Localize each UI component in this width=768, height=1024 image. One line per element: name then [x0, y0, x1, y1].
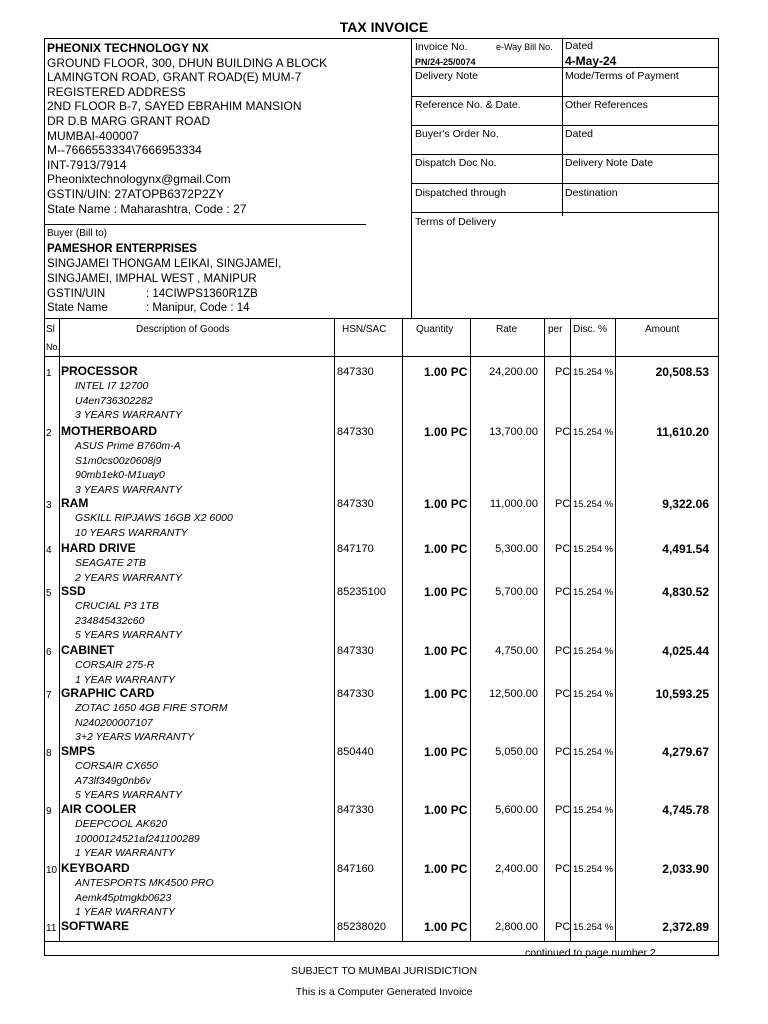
item-detail: Aemk45ptmgkb0623	[75, 891, 172, 904]
delivery-note-label: Delivery Note	[415, 70, 479, 82]
item-detail: N240200007107	[75, 716, 153, 729]
item-rate: 12,500.00	[489, 688, 538, 700]
buyer-name: PAMESHOR ENTERPRISES	[47, 243, 197, 255]
item-sl: 6	[46, 647, 52, 658]
item-amount: 20,508.53	[655, 365, 709, 379]
item-per: PC	[555, 426, 571, 438]
item-detail: 10000124521af241100289	[75, 832, 200, 845]
item-discount: 15.254 %	[573, 367, 614, 378]
col-header-description: Description of Goods	[136, 324, 230, 335]
item-detail: ANTESPORTS MK4500 PRO	[75, 877, 214, 889]
col-header-per: per	[548, 324, 563, 335]
seller-phone: M--7666553334\7666953334	[47, 143, 202, 158]
item-detail: 5 YEARS WARRANTY	[75, 789, 182, 801]
item-discount: 15.254 %	[573, 864, 614, 875]
seller-line: INT-7913/7914	[47, 157, 127, 172]
seller-name: PHEONIX TECHNOLOGY NX	[47, 41, 209, 55]
item-amount: 4,279.67	[662, 745, 709, 759]
item-rate: 2,800.00	[495, 921, 538, 933]
col-header-discount: Disc. %	[573, 324, 607, 335]
item-detail: 90mb1ek0-M1uay0	[75, 469, 165, 481]
buyers-order-label: Buyer's Order No.	[415, 128, 499, 140]
divider	[411, 96, 719, 97]
item-discount: 15.254 %	[573, 427, 614, 438]
item-hsn: 850440	[337, 746, 374, 758]
item-name: RAM	[61, 496, 89, 510]
item-per: PC	[555, 688, 571, 700]
item-amount: 2,372.89	[662, 920, 709, 934]
seller-line: DR D.B MARG GRANT ROAD	[47, 113, 211, 128]
item-discount: 15.254 %	[573, 499, 614, 510]
item-per: PC	[555, 804, 571, 816]
order-dated-label: Dated	[565, 128, 594, 140]
item-detail: 1 YEAR WARRANTY	[75, 906, 175, 918]
item-name: MOTHERBOARD	[61, 424, 157, 438]
item-quantity: 1.00 PC	[424, 542, 468, 556]
buyer-address-line: SINGJAMEI, IMPHAL WEST , MANIPUR	[47, 273, 257, 285]
item-quantity: 1.00 PC	[424, 687, 468, 701]
item-detail: ZOTAC 1650 4GB FIRE STORM	[75, 702, 228, 714]
item-hsn: 847330	[337, 645, 374, 657]
item-hsn: 85238020	[337, 921, 386, 933]
item-rate: 24,200.00	[489, 366, 538, 378]
item-detail: CORSAIR CX650	[75, 760, 158, 772]
buyer-state: : Manipur, Code : 14	[146, 302, 250, 314]
item-name: AIR COOLER	[61, 802, 137, 816]
invoice-title: TAX INVOICE	[339, 19, 429, 35]
item-discount: 15.254 %	[573, 689, 614, 700]
seller-line: GROUND FLOOR, 300, DHUN BUILDING A BLOCK	[47, 55, 328, 70]
dispatch-doc-label: Dispatch Doc No.	[415, 157, 497, 169]
item-amount: 4,745.78	[662, 803, 709, 817]
divider	[411, 183, 719, 184]
item-name: GRAPHIC CARD	[61, 686, 155, 700]
item-rate: 11,000.00	[489, 498, 538, 510]
item-name: SSD	[61, 584, 86, 598]
item-detail: GSKILL RIPJAWS 16GB X2 6000	[75, 512, 233, 524]
item-detail: U4en736302282	[75, 394, 153, 407]
seller-gstin: GSTIN/UIN: 27ATOPB6372P2ZY	[47, 186, 224, 201]
item-detail: A73lf349g0nb6v	[75, 774, 151, 787]
divider	[44, 318, 719, 319]
buyer-label: Buyer (Bill to)	[47, 228, 108, 239]
item-discount: 15.254 %	[573, 922, 614, 933]
item-rate: 5,300.00	[495, 543, 538, 555]
item-sl: 11	[46, 923, 57, 934]
item-amount: 4,491.54	[662, 542, 709, 556]
seller-state: State Name : Maharashtra, Code : 27	[47, 201, 247, 216]
item-detail: CRUCIAL P3 1TB	[75, 600, 159, 612]
item-sl: 10	[46, 865, 58, 876]
item-discount: 15.254 %	[573, 805, 614, 816]
item-detail: CORSAIR 275-R	[75, 659, 155, 671]
invoice-no-label: Invoice No.	[415, 41, 468, 53]
divider	[615, 318, 616, 941]
item-rate: 5,600.00	[495, 804, 538, 816]
item-hsn: 85235100	[337, 586, 386, 598]
item-sl: 2	[46, 428, 52, 439]
item-hsn: 847170	[337, 543, 374, 555]
divider	[470, 318, 471, 941]
item-quantity: 1.00 PC	[424, 745, 468, 759]
item-hsn: 847330	[337, 804, 374, 816]
buyer-gstin: : 14CIWPS1360R1ZB	[146, 288, 258, 300]
col-header-hsn: HSN/SAC	[342, 324, 387, 335]
item-quantity: 1.00 PC	[424, 425, 468, 439]
item-sl: 7	[46, 690, 52, 701]
item-discount: 15.254 %	[573, 587, 614, 598]
other-references-label: Other References	[565, 99, 648, 111]
item-per: PC	[555, 645, 571, 657]
divider	[411, 125, 719, 126]
item-discount: 15.254 %	[573, 646, 614, 657]
item-hsn: 847330	[337, 498, 374, 510]
item-hsn: 847330	[337, 366, 374, 378]
item-per: PC	[555, 498, 571, 510]
item-per: PC	[555, 921, 571, 933]
item-sl: 1	[46, 368, 52, 379]
item-name: SOFTWARE	[61, 919, 129, 933]
item-quantity: 1.00 PC	[424, 803, 468, 817]
col-header-amount: Amount	[645, 324, 680, 335]
divider	[411, 212, 719, 213]
item-rate: 2,400.00	[495, 863, 538, 875]
item-rate: 13,700.00	[489, 426, 538, 438]
divider	[411, 38, 412, 318]
item-detail: 3+2 YEARS WARRANTY	[75, 731, 194, 743]
item-detail: 5 YEARS WARRANTY	[75, 629, 182, 641]
item-detail: 3 YEARS WARRANTY	[75, 483, 182, 496]
item-name: CABINET	[61, 643, 115, 657]
item-name: HARD DRIVE	[61, 541, 136, 555]
item-rate: 4,750.00	[495, 645, 538, 657]
item-detail: 1 YEAR WARRANTY	[75, 673, 175, 686]
item-per: PC	[555, 746, 571, 758]
dispatched-through-label: Dispatched through	[415, 187, 507, 199]
item-discount: 15.254 %	[573, 747, 614, 758]
seller-email: Pheonixtechnologynx@gmail.Com	[47, 172, 231, 187]
invoice-number: PN/24-25/0074	[415, 57, 476, 67]
item-sl: 5	[46, 588, 52, 599]
item-amount: 2,033.90	[662, 862, 709, 876]
seller-line: MUMBAI-400007	[47, 128, 140, 143]
item-amount: 11,610.20	[656, 425, 709, 439]
item-discount: 15.254 %	[573, 544, 614, 555]
buyer-address-line: SINGJAMEI THONGAM LEIKAI, SINGJAMEI,	[47, 258, 282, 270]
destination-label: Destination	[565, 187, 618, 199]
divider	[44, 941, 719, 942]
item-hsn: 847330	[337, 688, 374, 700]
divider	[562, 38, 563, 216]
item-detail: SEAGATE 2TB	[75, 557, 146, 569]
col-header-sl: Sl	[46, 324, 55, 335]
continued-note: continued to page number 2	[525, 947, 656, 959]
divider	[44, 356, 719, 357]
divider	[44, 224, 366, 225]
seller-line: LAMINGTON ROAD, GRANT ROAD(E) MUM-7	[47, 70, 302, 85]
item-quantity: 1.00 PC	[424, 862, 468, 876]
invoice-date: 4-May-24	[565, 54, 617, 68]
item-detail: DEEPCOOL AK620	[75, 818, 168, 830]
col-header-no: No.	[46, 342, 61, 352]
payment-terms-label: Mode/Terms of Payment	[565, 70, 679, 82]
item-detail: ASUS Prime B760m-A	[75, 440, 181, 452]
item-per: PC	[555, 586, 571, 598]
item-name: KEYBOARD	[61, 861, 130, 875]
item-amount: 4,025.44	[662, 644, 709, 658]
item-amount: 4,830.52	[662, 585, 709, 599]
jurisdiction-note: SUBJECT TO MUMBAI JURISDICTION	[290, 965, 478, 977]
seller-address	[47, 41, 327, 216]
item-sl: 3	[46, 500, 52, 511]
item-per: PC	[555, 863, 571, 875]
item-quantity: 1.00 PC	[424, 497, 468, 511]
buyer-gstin-label: GSTIN/UIN	[47, 288, 106, 300]
col-header-quantity: Quantity	[416, 324, 454, 335]
item-detail: 3 YEARS WARRANTY	[75, 409, 182, 421]
item-per: PC	[555, 366, 571, 378]
item-detail: 10 YEARS WARRANTY	[75, 526, 188, 539]
item-sl: 8	[46, 748, 52, 759]
item-detail: 234845432c60	[75, 614, 145, 627]
reference-label: Reference No. & Date.	[415, 99, 521, 111]
dated-label: Dated	[565, 40, 594, 52]
item-sl: 4	[46, 545, 52, 556]
item-detail: S1m0cs00z0608j9	[75, 454, 162, 467]
seller-line: 2ND FLOOR B-7, SAYED EBRAHIM MANSION	[47, 99, 302, 114]
item-hsn: 847160	[337, 863, 374, 875]
divider	[570, 318, 571, 941]
col-header-rate: Rate	[496, 324, 518, 335]
item-sl: 9	[46, 806, 52, 817]
item-quantity: 1.00 PC	[424, 365, 468, 379]
item-name: PROCESSOR	[61, 364, 138, 378]
divider	[402, 318, 403, 941]
divider	[544, 318, 545, 941]
buyer-state-label: State Name	[47, 302, 108, 314]
terms-of-delivery-label: Terms of Delivery	[415, 216, 497, 228]
item-rate: 5,700.00	[495, 586, 538, 598]
item-per: PC	[555, 543, 571, 555]
item-quantity: 1.00 PC	[424, 585, 468, 599]
divider	[59, 318, 60, 941]
item-detail: INTEL I7 12700	[75, 380, 149, 392]
item-hsn: 847330	[337, 426, 374, 438]
computer-generated-note: This is a Computer Generated Invoice	[295, 986, 473, 998]
item-detail: 2 YEARS WARRANTY	[75, 571, 182, 584]
item-amount: 9,322.06	[662, 497, 709, 511]
item-amount: 10,593.25	[655, 687, 709, 701]
delivery-note-date-label: Delivery Note Date	[565, 157, 654, 169]
seller-line: REGISTERED ADDRESS	[47, 84, 186, 99]
divider	[334, 318, 335, 941]
eway-bill-label: e-Way Bill No.	[496, 42, 553, 52]
item-quantity: 1.00 PC	[424, 644, 468, 658]
item-detail: 1 YEAR WARRANTY	[75, 847, 175, 859]
item-quantity: 1.00 PC	[424, 920, 468, 934]
divider	[411, 154, 719, 155]
item-rate: 5,050.00	[495, 746, 538, 758]
item-name: SMPS	[61, 744, 96, 758]
